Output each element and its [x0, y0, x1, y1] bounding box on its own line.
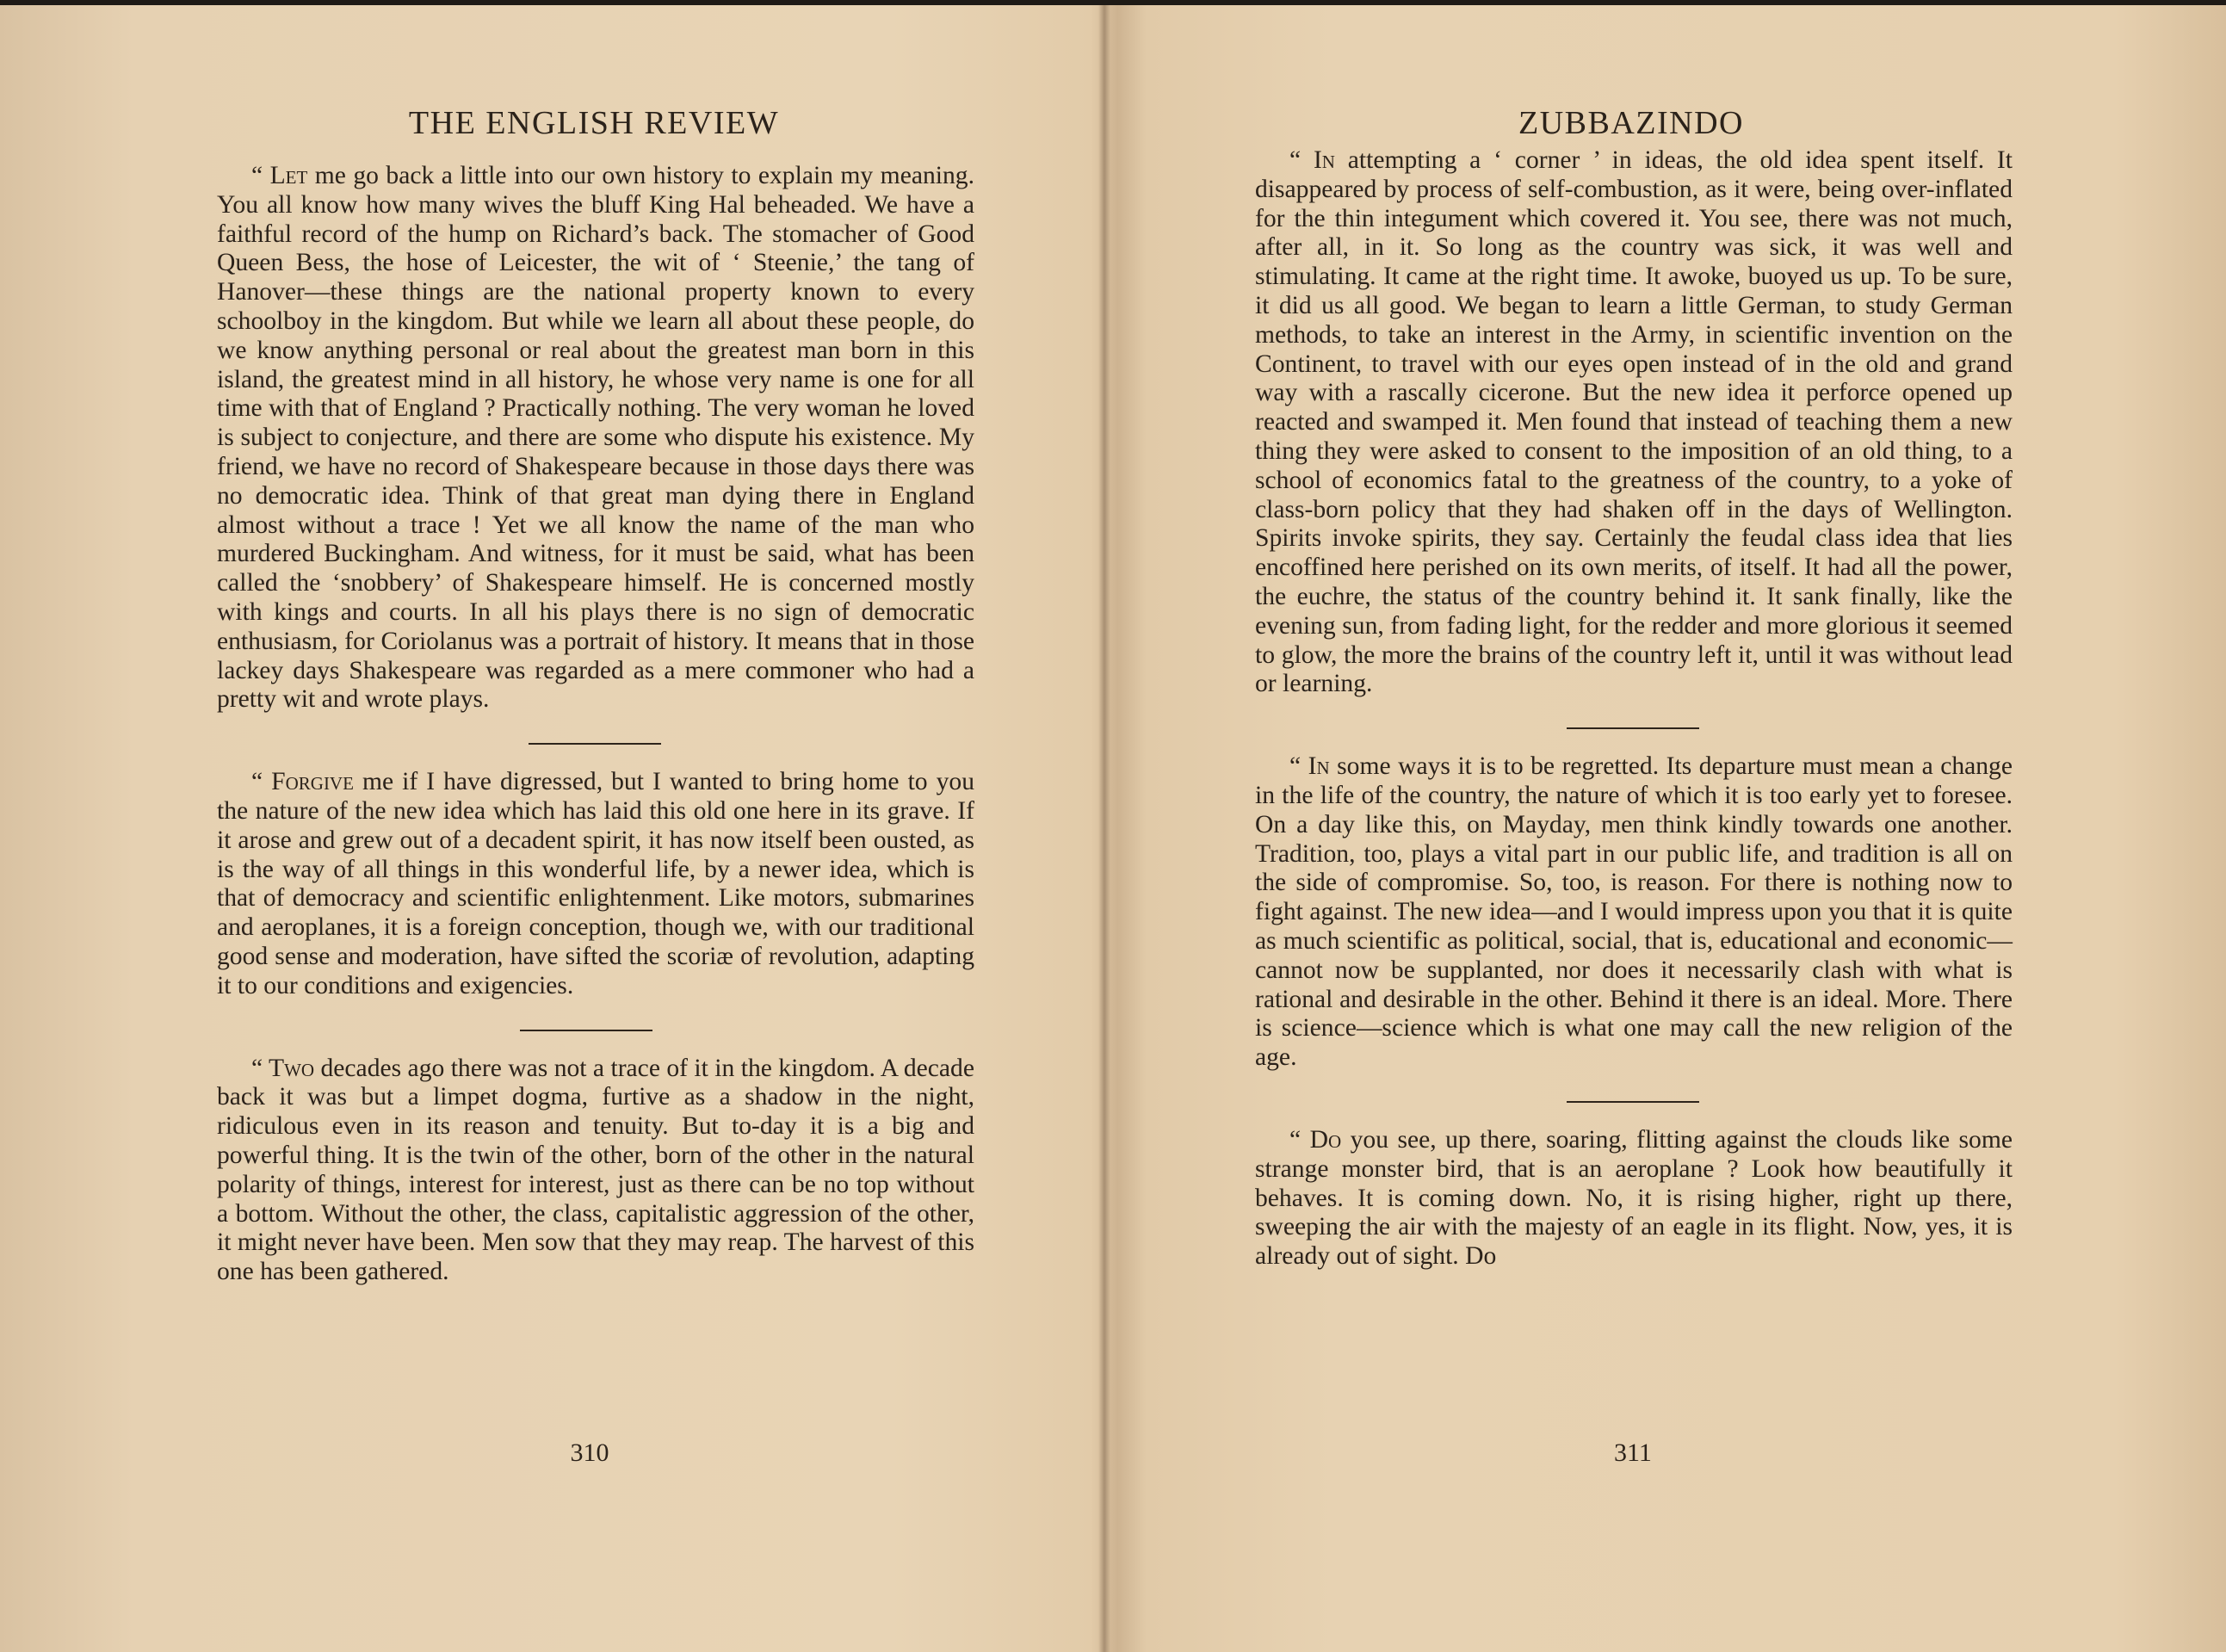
right-page	[1110, 5, 2226, 1652]
running-head-left: THE ENGLISH REVIEW	[408, 105, 780, 141]
paragraph-body: attempting a ‘ corner ’ in ideas, the old idea spent itself. It disappeared by process of self-combustion, as it were, being over-inflated for the thin integument which covered it. You see, there was not much, after all, in it. So long as the country was sick, it was well and stimulating. It came at the right time. It awoke, buoyed us up. To be sure, it did us all good. We began to learn a little German, to study German methods, to take an interest in the Army, in scientific invention on the Continent, to travel with our eyes open instead of in the old and grand way with a rascally cicerone. But the new idea it perforce opened up reacted and swamped it. Men found that instead of teaching them a new thing they were asked to consent to the imposition of an old thing, to a school of economics fatal to the greatness of the country, to a yoke of class-born policy that they had shaken off in the days of Wellington. Spirits invoke spirits, they say. Certainly the feudal class idea that lies encoffined here perished on its own merits, of itself. It had all the power, the euchre, the status of the country behind it. It sank finally, like the evening sun, from fading light, for the redder and more glorious it seemed to glow, the more the brains of the country left it, until it was without lead or learning.	[1255, 146, 2013, 698]
paragraph-opening: “ In	[1289, 146, 1335, 174]
paragraph-opening: “ Let	[251, 162, 308, 189]
right-page-text	[1255, 146, 2013, 1271]
paragraph	[1255, 146, 2013, 699]
paragraph	[217, 1055, 974, 1287]
paragraph-body: decades ago there was not a trace of it in the kingdom. A decade back it was but a limpet dogma, furtive as a shadow in the night, ridiculous even in its reason and tenuity. But to-day it is a big and powerful thing. It is the twin of the other, born of the other in the natural polarity of things, interest for interest, just as there can be no top without a bottom. Without the other, the class, capitalistic aggression of the other, it might never have been. Men sow that they may reap. The harvest of this one has been gathered.	[217, 1054, 974, 1286]
left-page-text	[217, 162, 974, 1287]
paragraph	[1255, 1126, 2013, 1271]
section-divider	[529, 743, 661, 745]
paragraph-opening: “ Forgive	[251, 768, 354, 796]
paragraph-body: me if I have digressed, but I wanted to bring home to you the nature of the new idea which has laid this old one here in its grave. If it arose and grew out of a decadent spirit, it has now itself been ousted, as is the way of all things in this wonderful life, by a newer idea, which is that of democracy and scientific enlightenment. Like motors, submarines and aeroplanes, it is a foreign conception, though we, with our traditional good sense and moderation, have sifted the scoriæ of revolution, adapting it to our conditions and exigencies.	[217, 768, 974, 999]
paragraph	[217, 768, 974, 1000]
page-number-left: 310	[570, 1439, 609, 1467]
paragraph-body: you see, up there, soaring, flitting against the clouds like some strange monster bird, that is an aeroplane ? Look how beautifully it behaves. It is coming down. No, it is rising higher, right up there, sweeping the air with the majesty of an eagle in its flight. Now, yes, it is already out of sight. Do	[1255, 1125, 2013, 1271]
paragraph-body: some ways it is to be regretted. Its departure must mean a change in the life of the country, the nature of which it is too early yet to foresee. On a day like this, on Mayday, men think kindly towards one another. Tradition, too, plays a vital part in our public life, and tradition is all on the side of compromise. So, too, is reason. For there is nothing now to fight against. The new idea—and I would impress upon you that it is quite as much scientific as political, social, that is, educational and economic—cannot now be supplanted, nor does it necessarily clash with what is rational and desirable in the other. Behind it there is an ideal. More. There is science—science which is what one may call the new religion of the age.	[1255, 752, 2013, 1072]
paragraph-opening: “ Do	[1289, 1125, 1342, 1154]
section-divider	[1567, 1101, 1699, 1103]
paragraph	[1255, 752, 2013, 1073]
left-page	[0, 5, 1102, 1652]
paragraph-opening: “ Two	[251, 1054, 315, 1082]
page-number-right: 311	[1614, 1439, 1652, 1467]
paragraph	[217, 162, 974, 715]
section-divider	[1567, 727, 1699, 729]
paragraph-opening: “ In	[1289, 752, 1330, 781]
book-spread	[0, 5, 2226, 1652]
section-divider	[520, 1030, 652, 1031]
running-head-right: ZUBBAZINDO	[1518, 105, 1744, 141]
paragraph-body: me go back a little into our own history to explain my meaning. You all know how many wives the bluff King Hal beheaded. We have a faithful record of the hump on Richard’s back. The stomacher of Good Queen Bess, the hose of Leicester, the wit of ‘ Steenie,’ the tang of Hanover—these things are the national property known to every schoolboy in the kingdom. But while we learn all about these people, do we know anything personal or real about the greatest man born in this island, the greatest mind in all history, he whose very name is one for all time with that of England ? Practically nothing. The very woman he loved is subject to conjecture, and there are some who dispute his existence. My friend, we have no record of Shakespeare because in those days there was no democratic idea. Think of that great man dying there in England almost without a trace ! Yet we all know the name of the man who murdered Buckingham. And witness, for it must be said, what has been called the ‘snobbery’ of Shakespeare himself. He is concerned mostly with kings and courts. In all his plays there is no sign of democratic enthusiasm, for Coriolanus was a portrait of history. It means that in those lackey days Shakespeare was regarded as a mere commoner who had a pretty wit and wrote plays.	[217, 162, 974, 714]
